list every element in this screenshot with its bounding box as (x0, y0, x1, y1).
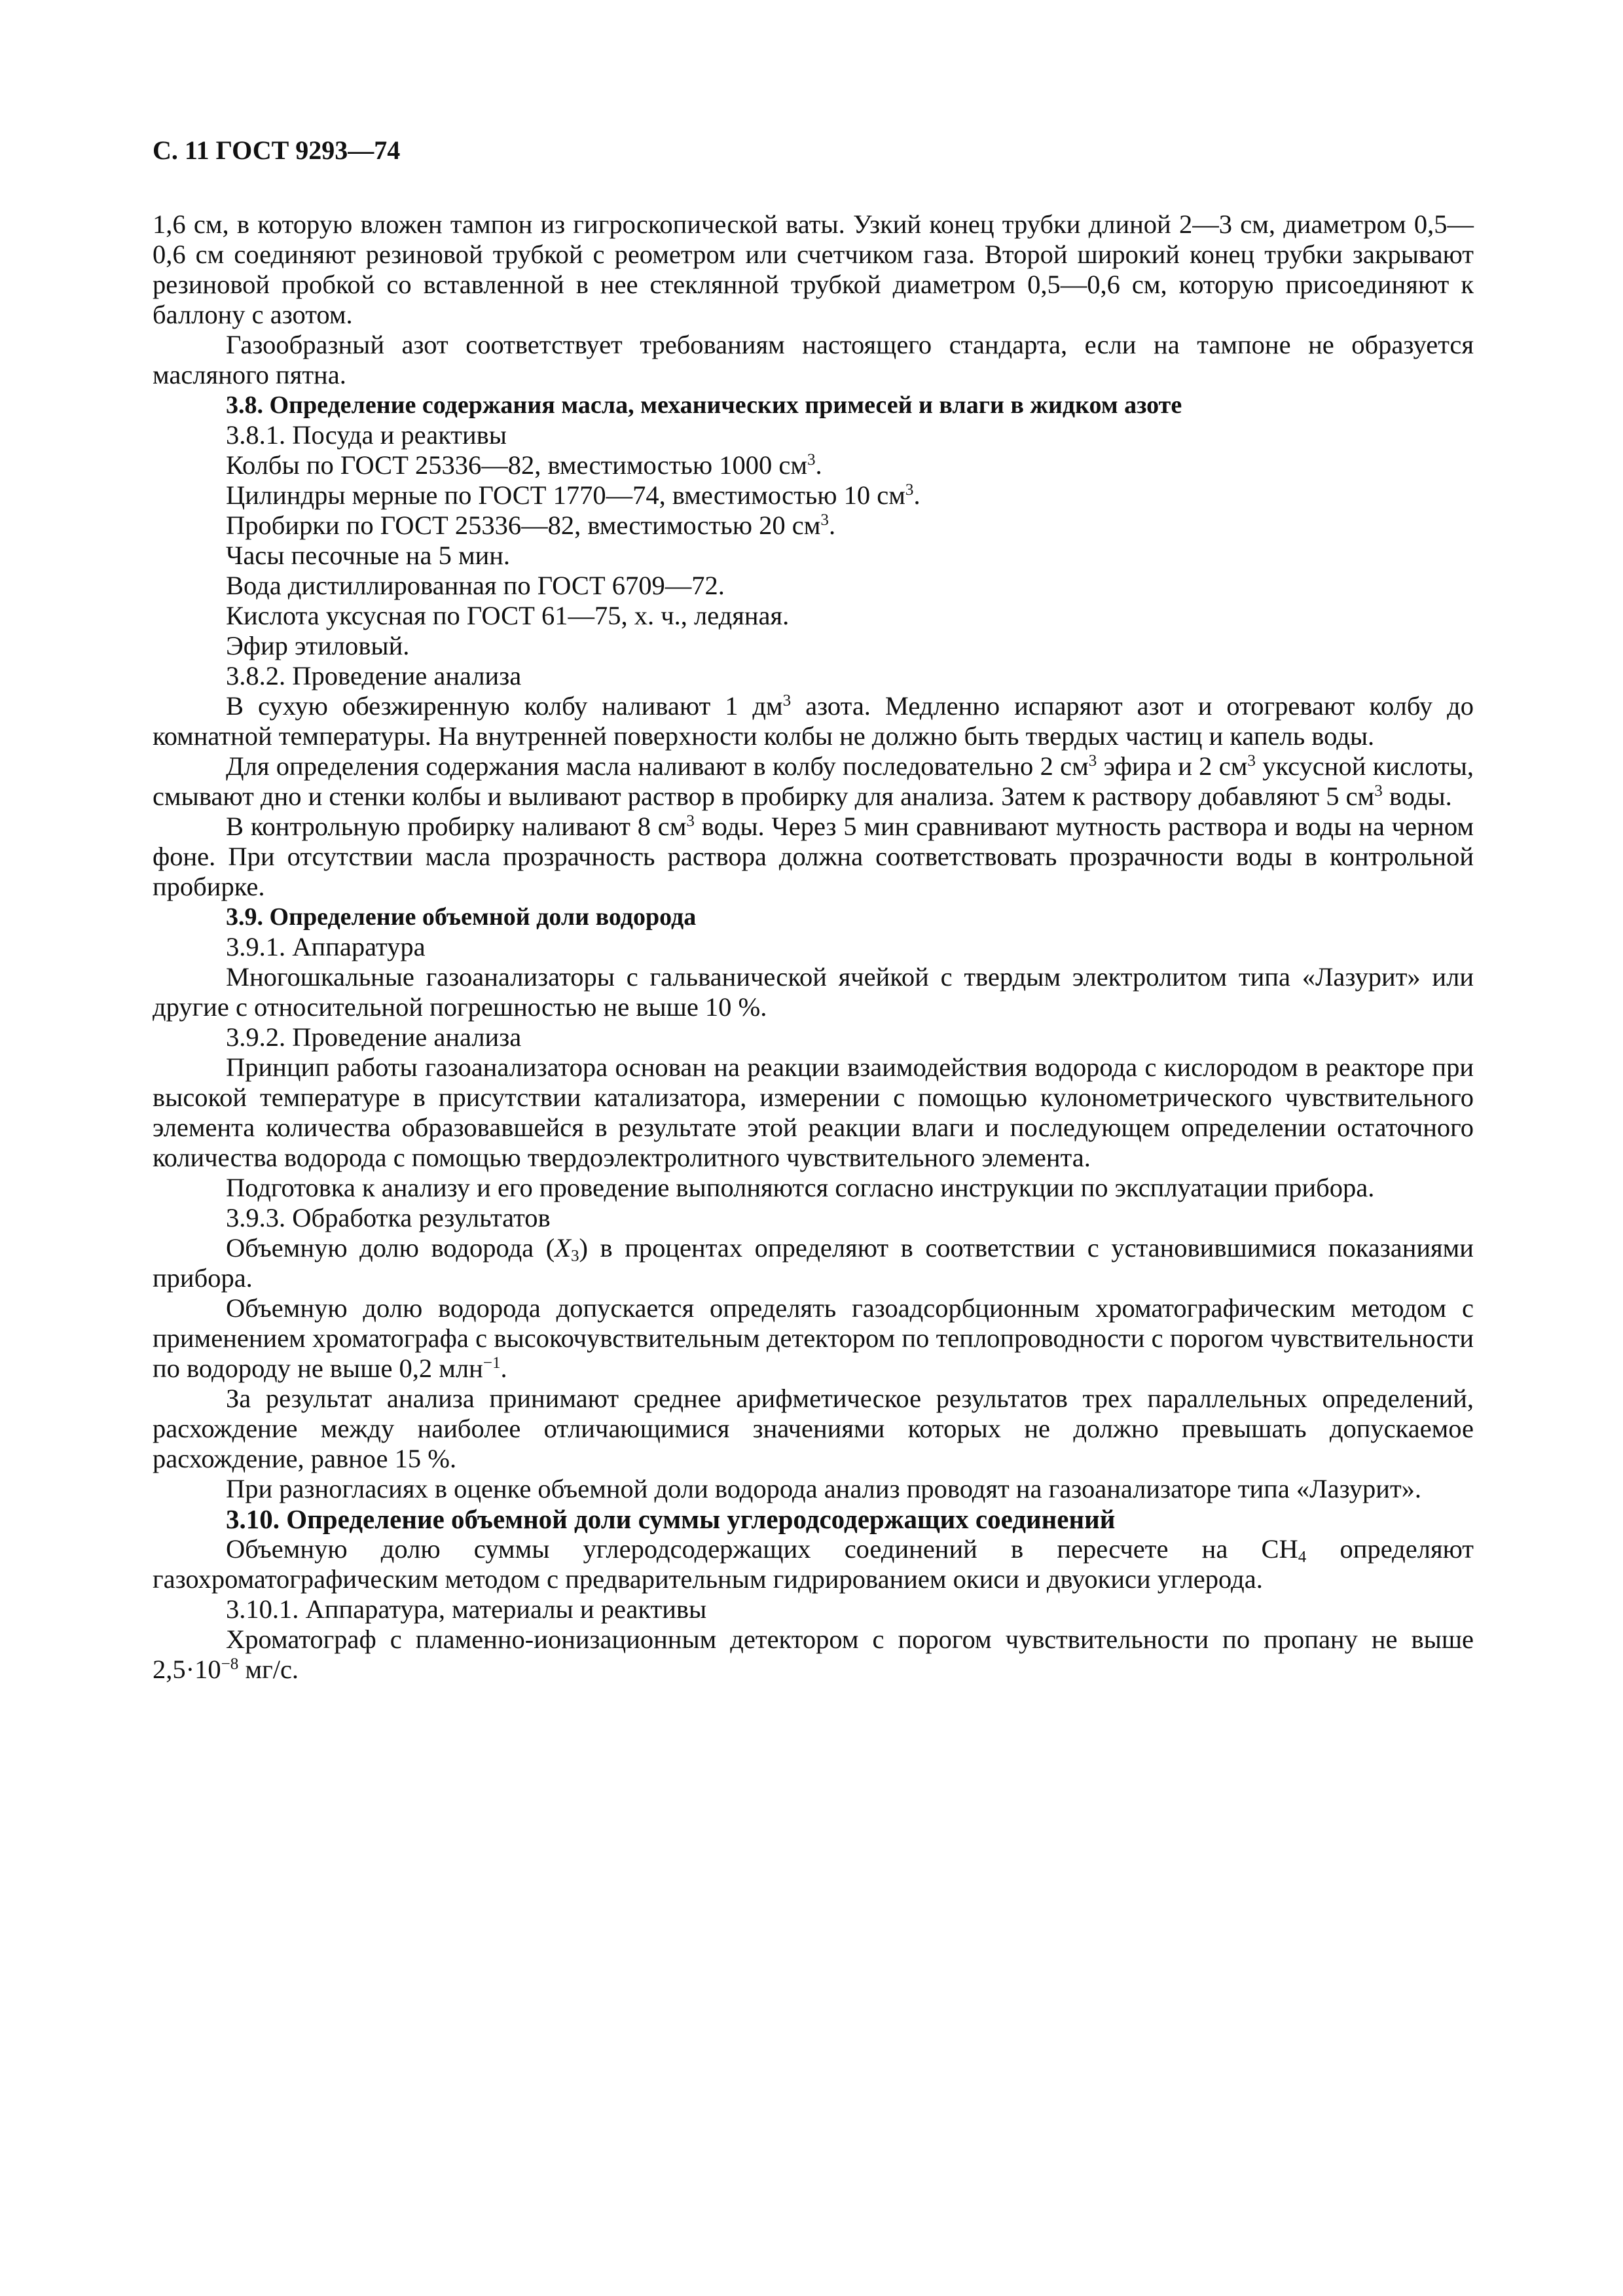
paragraph: Подготовка к анализу и его проведение выполняются согласно инструкции по эксплуатации прибора. (226, 1173, 1375, 1202)
paragraph: Объемную долю водорода $(X_3)$ в процентах определяют в соответствии с установившимися показаниями прибора. (153, 1233, 1474, 1293)
paragraph: 3.9.3. Обработка результатов (226, 1203, 551, 1232)
paragraph: 3.9.1. Аппаратура (226, 932, 426, 961)
document-page (153, 135, 1474, 1685)
paragraph: Принцип работы газоанализатора основан на реакции взаимодействия водорода с кислородом в реакторе при высокой температуре в присутствии катализатора, измерении с помощью кулонометрического чувствительного элемента количества образовавшейся в результате этой реакции влаги и последующем определении остаточного количества водорода с помощью твердоэлектролитного чувствительного элемента. (153, 1052, 1474, 1172)
paragraph: Цилиндры мерные по ГОСТ 1770—74, вместимостью 10 $см^3$. (226, 480, 921, 510)
paragraph: Для определения содержания масла наливают в колбу последовательно 2 $см^3$ эфира и 2 $см^3$ уксусной кислоты, смывают дно и стенки колбы и выливают раствор в пробирку для анализа. Затем к раствору добавляют 5 $см^3$ воды. (153, 751, 1474, 811)
document-body (153, 209, 1474, 1685)
paragraph: 3.10.1. Аппаратура, материалы и реактивы (226, 1594, 707, 1624)
paragraph: 1,6 см, в которую вложен тампон из гигроскопической ваты. Узкий конец трубки длиной 2—3 см, диаметром 0,5—0,6 см соединяют резиновой трубкой с реометром или счетчиком газа. Второй широкий конец трубки закрывают резиновой пробкой со вставленной в нее стеклянной трубкой диаметром 0,5—0,6 см, которую присоединяют к баллону с азотом. (153, 209, 1474, 329)
paragraph: Пробирки по ГОСТ 25336—82, вместимостью 20 $см^3$. (226, 511, 836, 540)
paragraph: Объемную долю водорода допускается определять газоадсорбционным хроматографическим методом с применением хроматографа с высокочувствительным детектором по теплопроводности с порогом чувствительности по водороду не выше 0,2 млн$^{-1}$. (153, 1293, 1474, 1383)
paragraph: Часы песочные на 5 мин. (226, 541, 511, 570)
paragraph: 3.8.1. Посуда и реактивы (226, 420, 507, 450)
paragraph: Объемную долю суммы углеродсодержащих соединений в пересчете на $CH_4$ определяют газохроматографическим методом с предварительным гидрированием окиси и двуокиси углерода. (153, 1534, 1474, 1594)
page-header: С. 11 ГОСТ 9293—74 (153, 135, 401, 165)
paragraph: Многошкальные газоанализаторы с гальванической ячейкой с твердым электролитом типа «Лазурит» или другие с относительной погрешностью не выше 10 %. (153, 962, 1474, 1022)
paragraph: При разногласиях в оценке объемной доли водорода анализ проводят на газоанализаторе типа «Лазурит». (226, 1474, 1422, 1503)
paragraph: 3.8.2. Проведение анализа (226, 661, 522, 691)
paragraph: 3.9.2. Проведение анализа (226, 1022, 522, 1052)
paragraph: За результат анализа принимают среднее арифметическое результатов трех параллельных определений, расхождение между наиболее отличающимися значениями которых не должно превышать допускаемое расхождение, равное 15 %. (153, 1384, 1474, 1473)
paragraph: Вода дистиллированная по ГОСТ 6709—72. (226, 571, 725, 600)
paragraph: Газообразный азот соответствует требованиям настоящего стандарта, если на тампоне не образуется масляного пятна. (153, 330, 1474, 389)
paragraph: Хроматограф с пламенно-ионизационным детектором с порогом чувствительности по пропану не выше $2,5\cdot 10^{-8}$ мг/с. (153, 1624, 1474, 1684)
paragraph: Кислота уксусная по ГОСТ 61—75, х. ч., ледяная. (226, 601, 790, 630)
section-heading: 3.8. Определение содержания масла, механических примесей и влаги в жидком азоте (226, 391, 1182, 419)
paragraph: Эфир этиловый. (226, 631, 410, 660)
section-heading: 3.10. Определение объемной доли суммы углеродсодержащих соединений (226, 1504, 1116, 1534)
section-heading: 3.9. Определение объемной доли водорода (226, 903, 697, 931)
paragraph: В сухую обезжиренную колбу наливают 1 $дм^3$ азота. Медленно испаряют азот и отогревают колбу до комнатной температуры. На внутренней поверхности колбы не должно быть твердых частиц и капель воды. (153, 691, 1474, 751)
paragraph: Колбы по ГОСТ 25336—82, вместимостью 1000 $см^3$. (226, 450, 822, 480)
paragraph: В контрольную пробирку наливают 8 $см^3$ воды. Через 5 мин сравнивают мутность раствора и воды на черном фоне. При отсутствии масла прозрачность раствора должна соответствовать прозрачности воды в контрольной пробирке. (153, 812, 1474, 901)
